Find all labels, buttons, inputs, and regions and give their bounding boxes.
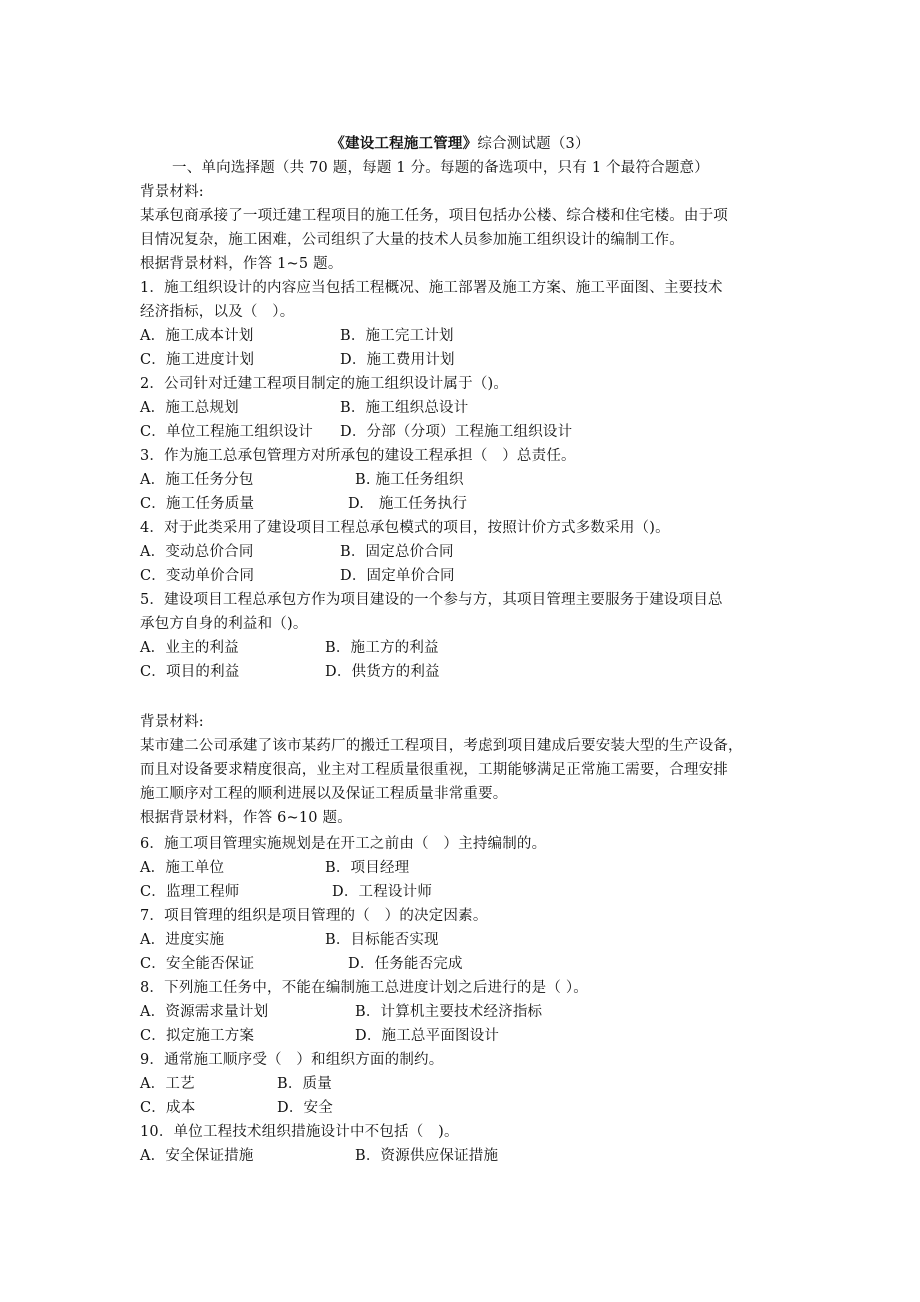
option-b: B．固定总价合同 [340, 544, 454, 560]
background-text-line: 目情况复杂，施工困难，公司组织了大量的技术人员参加施工组织设计的编制工作。 [140, 232, 684, 248]
background-label: 背景材料: [140, 714, 204, 730]
option-c: C．单位工程施工组织设计 [140, 424, 313, 440]
option-c: C．监理工程师 [140, 884, 240, 900]
question-stem: 承包方自身的利益和（)。 [140, 616, 308, 632]
background-text-line: 施工顺序对工程的顺利进展以及保证工程质量非常重要。 [140, 786, 508, 802]
option-a: A．变动总价合同 [140, 544, 254, 560]
question-stem: 经济指标，以及（ ）。 [140, 304, 295, 320]
option-d: D．分部（分项）工程施工组织设计 [340, 424, 573, 440]
option-c: C．安全能否保证 [140, 956, 255, 972]
option-d: D．安全 [277, 1100, 333, 1116]
option-a: A．安全保证措施 [140, 1148, 254, 1164]
section-header: 一、单向选择题（共 70 题，每题 1 分。每题的备选项中，只有 1 个最符合题意） [172, 160, 709, 176]
question-stem: 2．公司针对迁建工程项目制定的施工组织设计属于（)。 [140, 376, 509, 392]
question-stem: 1．施工组织设计的内容应当包括工程概况、施工部署及施工方案、施工平面图、主要技术 [140, 280, 723, 296]
option-b: B．施工完工计划 [340, 328, 454, 344]
background-label: 背景材料: [140, 184, 204, 200]
question-stem: 3．作为施工总承包管理方对所承包的建设工程承担（ ）总责任。 [140, 448, 576, 464]
option-a: A．业主的利益 [140, 640, 239, 656]
option-a: A．进度实施 [140, 932, 225, 948]
option-b: B．施工方的利益 [325, 640, 439, 656]
option-d: D．工程设计师 [332, 884, 433, 900]
question-stem: 4．对于此类采用了建设项目工程总承包模式的项目，按照计价方式多数采用（)。 [140, 520, 670, 536]
question-stem: 7．项目管理的组织是项目管理的（ ）的决定因素。 [140, 908, 488, 924]
option-c: C．成本 [140, 1100, 196, 1116]
option-c: C．变动单价合同 [140, 568, 255, 584]
option-d: D．施工总平面图设计 [355, 1028, 500, 1044]
option-c: C．施工任务质量 [140, 496, 255, 512]
option-d: D. 施工任务执行 [348, 496, 468, 512]
question-stem: 5．建设项目工程总承包方作为项目建设的一个参与方，其项目管理主要服务于建设项目总 [140, 592, 723, 608]
option-c: C．施工进度计划 [140, 352, 255, 368]
background-text-line: 而且对设备要求精度很高，业主对工程质量很重视，工期能够满足正常施工需要，合理安排 [140, 762, 728, 778]
option-a: A．施工单位 [140, 860, 225, 876]
option-b: B．资源供应保证措施 [355, 1148, 499, 1164]
option-a: A．工艺 [140, 1076, 195, 1092]
background-text-line: 某承包商承接了一项迁建工程项目的施工任务，项目包括办公楼、综合楼和住宅楼。由于项 [140, 208, 728, 224]
option-d: D．供货方的利益 [325, 664, 440, 680]
background-instruction: 根据背景材料，作答 1~5 题。 [140, 256, 343, 272]
option-d: D．施工费用计划 [340, 352, 455, 368]
background-text-line: 某市建二公司承建了该市某药厂的搬迁工程项目，考虑到项目建成后要安装大型的生产设备， [140, 738, 743, 754]
option-c: C．项目的利益 [140, 664, 240, 680]
question-stem: 10．单位工程技术组织措施设计中不包括（ )。 [140, 1124, 459, 1140]
page-title: 《建设工程施工管理》综合测试题（3） [330, 135, 590, 152]
background-instruction: 根据背景材料，作答 6~10 题。 [140, 810, 352, 826]
option-b: B．质量 [277, 1076, 332, 1092]
option-a: A．资源需求量计划 [140, 1004, 269, 1020]
question-stem: 9．通常施工顺序受（ ）和组织方面的制约。 [140, 1052, 444, 1068]
option-a: A．施工成本计划 [140, 328, 254, 344]
option-b: B．目标能否实现 [325, 932, 439, 948]
option-a: A．施工任务分包 [140, 472, 254, 488]
option-d: D．任务能否完成 [348, 956, 463, 972]
option-a: A．施工总规划 [140, 400, 239, 416]
question-stem: 8．下列施工任务中，不能在编制施工总进度计划之后进行的是（ ）。 [140, 980, 588, 996]
option-c: C．拟定施工方案 [140, 1028, 255, 1044]
option-b: B．计算机主要技术经济指标 [355, 1004, 543, 1020]
option-b: B．施工组织总设计 [340, 400, 469, 416]
option-d: D．固定单价合同 [340, 568, 455, 584]
option-b: B．项目经理 [325, 860, 410, 876]
option-b: B. 施工任务组织 [355, 472, 464, 488]
question-stem: 6．施工项目管理实施规划是在开工之前由（ ）主持编制的。 [140, 836, 547, 852]
